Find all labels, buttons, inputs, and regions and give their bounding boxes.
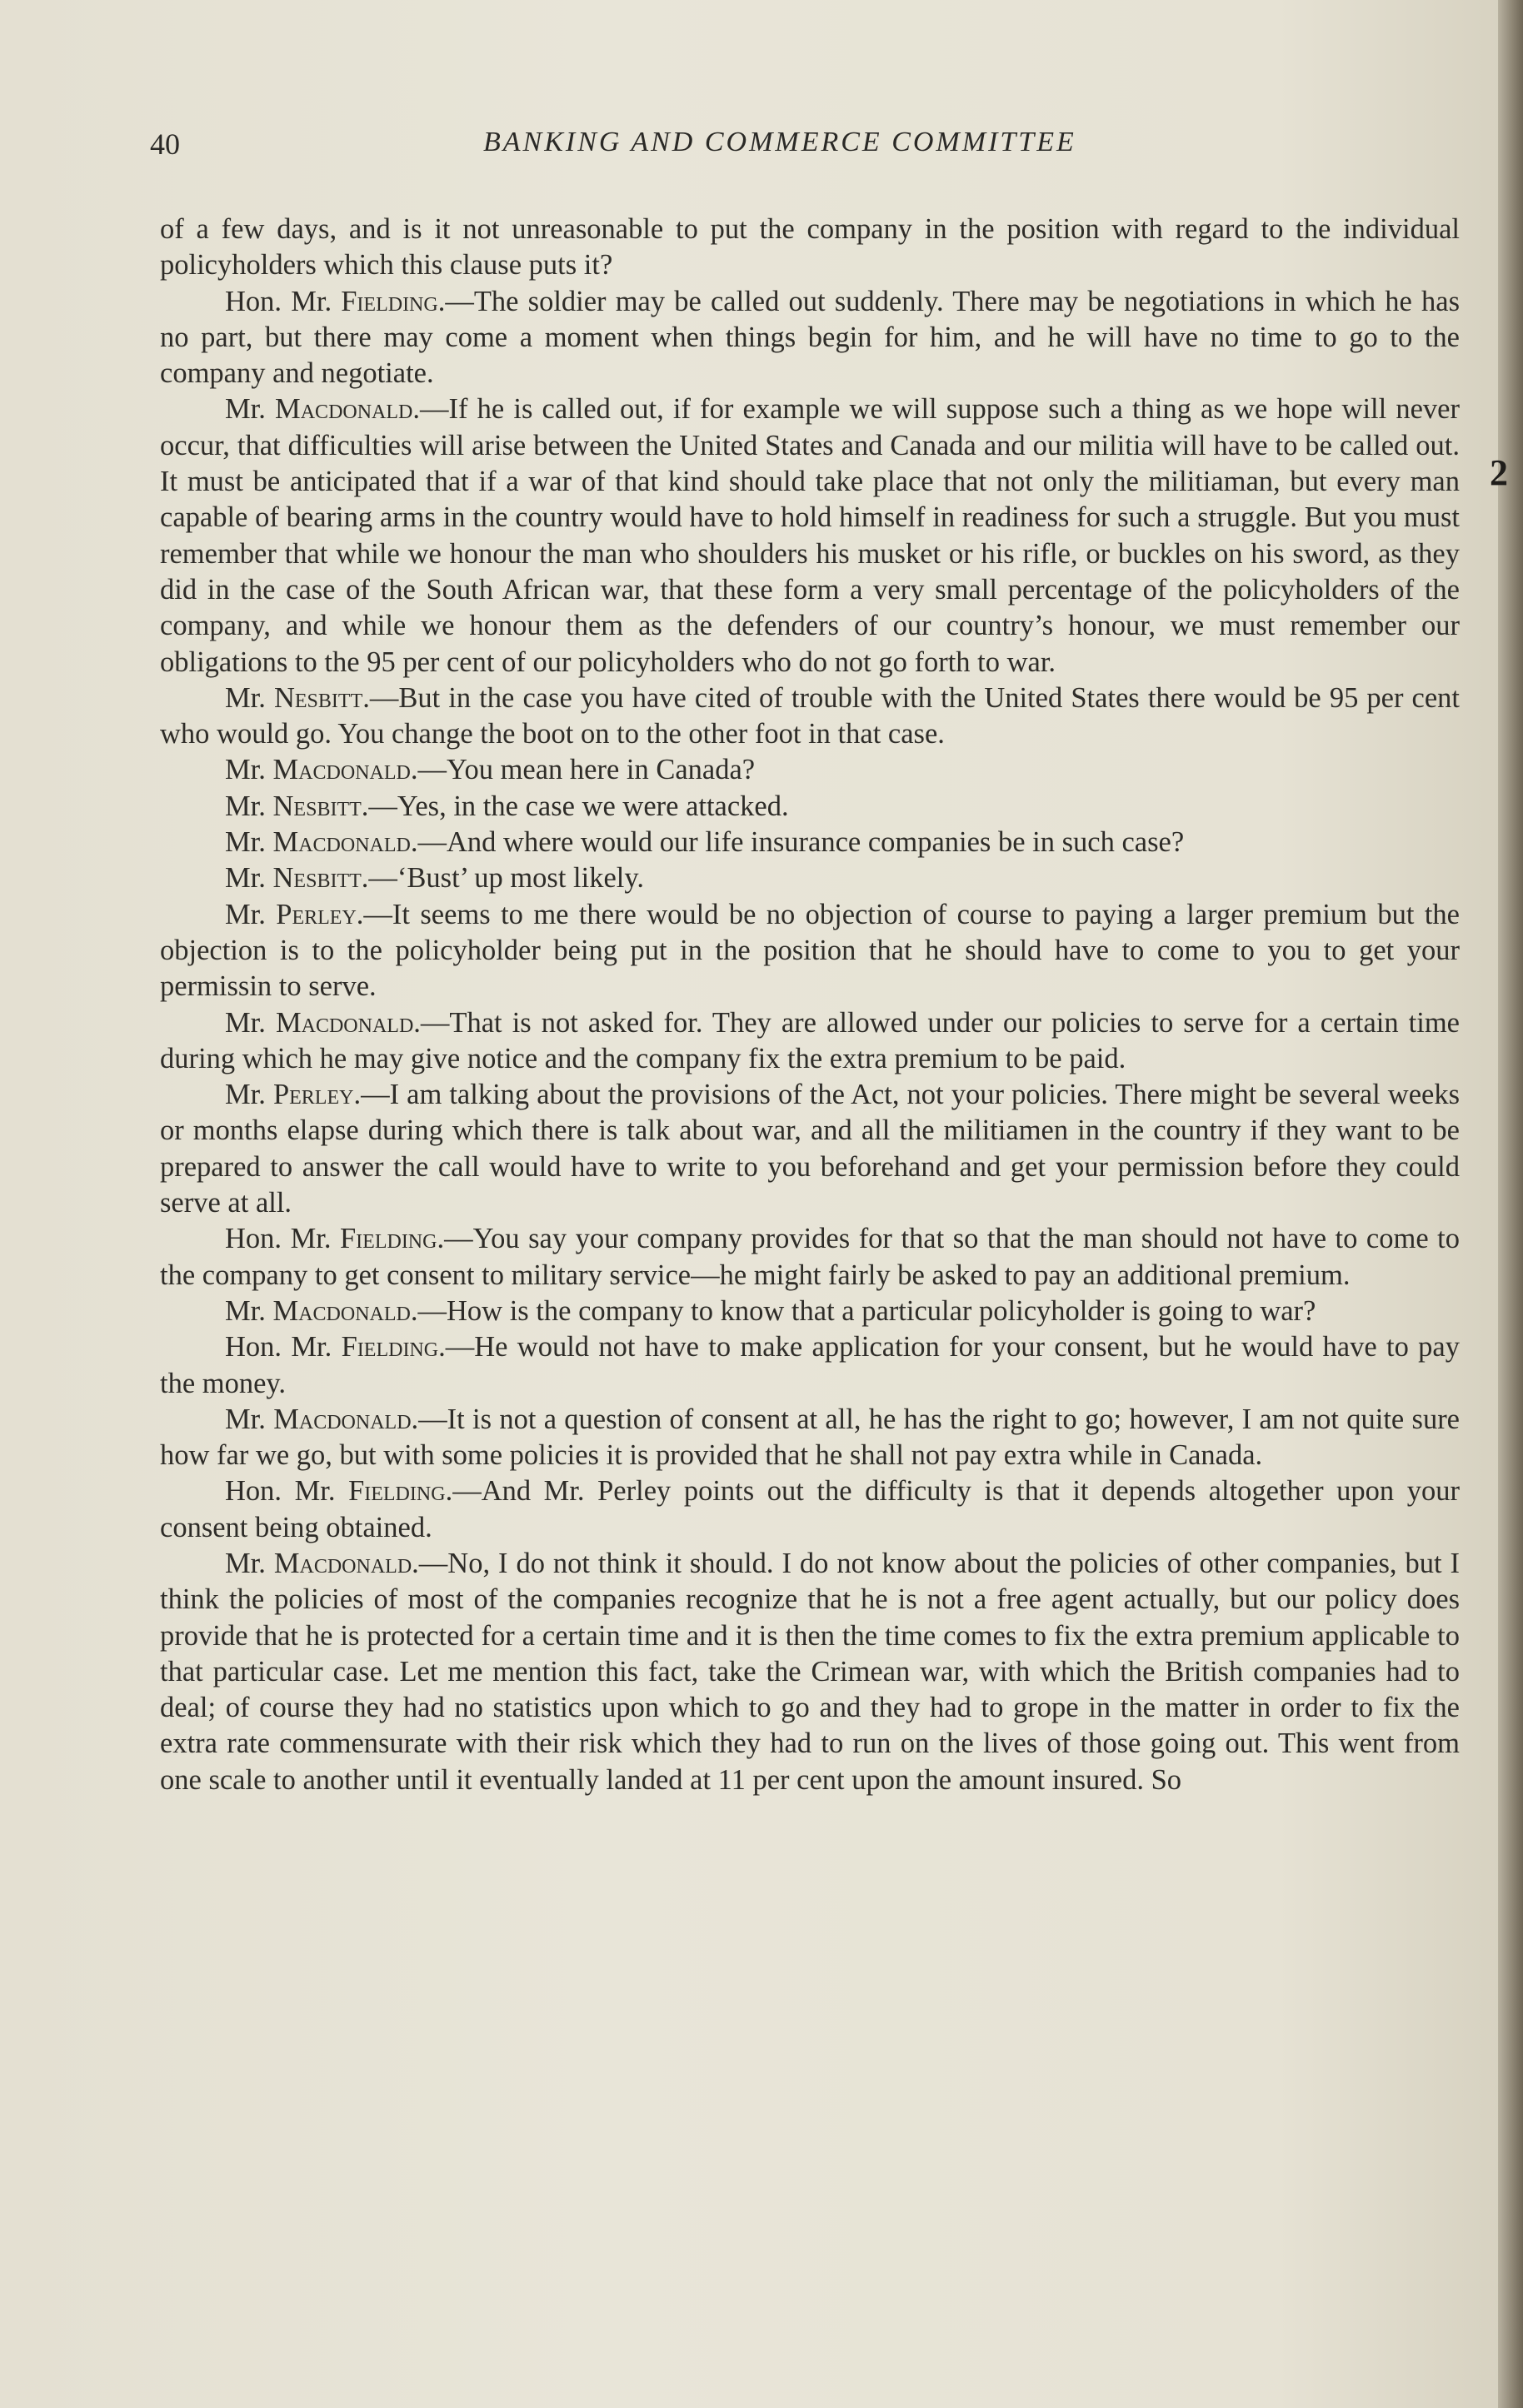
paragraph <box>160 789 1460 825</box>
paragraph <box>160 1221 1460 1294</box>
body-text <box>160 212 1460 1798</box>
paragraph <box>160 1294 1460 1329</box>
paragraph <box>160 284 1460 392</box>
paragraph <box>160 212 1460 284</box>
paragraph-text: .—How is the company to know that a particular policyholder is going to war? <box>410 1294 1316 1327</box>
paragraph <box>160 860 1460 896</box>
speaker-title: Mr. <box>225 862 273 895</box>
speaker-title: Hon. Mr. <box>225 1331 342 1364</box>
paragraph <box>160 1005 1460 1078</box>
speaker-name: Fielding <box>341 285 438 317</box>
paragraph-text: .—I am talking about the provisions of the Act, not your policies. There might be several weeks or months elapse during which there is talk about war, and all the militiamen in the country if they want to be prepared to answer the call would have to write to you beforehand and get your permission before they could serve at all. <box>160 1079 1460 1219</box>
paragraph-text: .—You say your company provides for that so that the man should not have to come to the company to get consent to military service—he might fairly be asked to pay an additional premium. <box>160 1223 1460 1291</box>
speaker-title: Mr. <box>225 754 273 786</box>
speaker-title: Mr. <box>225 1294 273 1327</box>
paragraph <box>160 1473 1460 1546</box>
paragraph <box>160 1546 1460 1798</box>
paragraph-text: .—And where would our life insurance companies be in such case? <box>410 826 1185 859</box>
page-number: 40 <box>150 127 180 161</box>
speaker-title: Hon. Mr. <box>225 285 342 317</box>
page-edge <box>1498 0 1523 2408</box>
speaker-name: Macdonald <box>275 393 413 426</box>
paragraph <box>160 1402 1460 1474</box>
speaker-name: Perley <box>272 1079 354 1111</box>
speaker-name: Macdonald <box>273 1547 412 1579</box>
paragraph-text: .—The soldier may be called out suddenly. There may be negotiations in which he has no part, but there may come a moment when things begin for him, and he will have no time to go to the company and negotiate. <box>160 285 1460 390</box>
paragraph <box>160 391 1460 680</box>
speaker-name: Perley <box>276 898 357 930</box>
speaker-name: Macdonald <box>275 1006 414 1039</box>
speaker-title: Hon. Mr. <box>225 1475 349 1508</box>
paragraph <box>160 897 1460 1005</box>
paragraph-text: .—‘Bust’ up most likely. <box>361 862 645 895</box>
speaker-title: Mr. <box>225 1006 276 1039</box>
paragraph <box>160 825 1460 860</box>
speaker-title: Mr. <box>225 826 273 859</box>
paragraph-text: .—And Mr. Perley points out the difficulty is that it depends altogether upon your consent being obtained. <box>160 1475 1460 1543</box>
speaker-name: Macdonald <box>272 1294 411 1327</box>
paragraph-text: .—You mean here in Canada? <box>410 754 756 786</box>
speaker-name: Fielding <box>348 1475 446 1508</box>
speaker-name: Macdonald <box>272 754 411 786</box>
paragraph-text: of a few days, and is it not unreasonable to put the company in the position with regard to the individual policyholders which this clause puts it? <box>160 213 1460 282</box>
paragraph-text: .—But in the case you have cited of trouble with the United States there would be 95 per cent who would go. You change the boot on to the other foot in that case. <box>160 681 1461 750</box>
speaker-title: Mr. <box>225 393 276 426</box>
paragraph-text: .—He would not have to make application for your consent, but he would have to pay the money. <box>160 1331 1460 1399</box>
paragraph <box>160 1329 1460 1402</box>
paragraph-text: .—No, I do not think it should. I do not know about the policies of other companies, but I think the policies of most of the companies recognize that he is not a free agent actually, but our policy does provide that he is protected for a certain time and it is then the time comes to fix the extra premium applicable to that particular case. Let me mention this fact, take the Crimean war, with which the British companies had to deal; of course they had no statistics upon which to go and they had to grope in the matter in order to fix the extra rate commensurate with their risk which they had to run on the lives of those going out. This went from one scale to another until it eventually landed at 11 per cent upon the amount insured. So <box>160 1547 1460 1796</box>
speaker-name: Nesbitt <box>273 681 363 714</box>
speaker-title: Hon. Mr. <box>225 1223 340 1255</box>
paragraph <box>160 752 1460 788</box>
running-head: BANKING AND COMMERCE COMMITTEE <box>483 127 1076 157</box>
speaker-name: Nesbitt <box>272 790 362 822</box>
speaker-title: Mr. <box>225 1403 274 1435</box>
speaker-name: Macdonald <box>272 826 411 859</box>
speaker-name: Fielding <box>339 1223 437 1255</box>
speaker-title: Mr. <box>225 1547 274 1579</box>
paragraph-text: .—That is not asked for. They are allowed under our policies to serve for a certain time during which he may give notice and the company fix the extra premium to be paid. <box>160 1006 1460 1074</box>
paragraph-text: .—It is not a question of consent at all, he has the right to go; however, I am not quite sure how far we go, but with some policies it is provided that he shall not pay extra while in Canada. <box>160 1403 1460 1472</box>
speaker-title: Mr. <box>225 1079 273 1111</box>
speaker-name: Macdonald <box>273 1403 412 1435</box>
paragraph <box>160 1077 1460 1221</box>
paragraph-text: .—It seems to me there would be no objection of course to paying a larger premium but the objection is to the policyholder being put in the position that he should have to come to you to get your permissin to serve. <box>160 898 1460 1003</box>
speaker-title: Mr. <box>225 681 274 714</box>
speaker-name: Fielding <box>341 1331 439 1364</box>
speaker-title: Mr. <box>225 790 273 822</box>
paragraph <box>160 681 1460 753</box>
paragraph-text: .—If he is called out, if for example we will suppose such a thing as we hope will never occur, that difficulties will arise between the United States and Canada and our militia will have to be called out. It must be anticipated that if a war of that kind should take place that not only the militiaman, but every man capable of bearing arms in the country would have to hold himself in readiness for such a struggle. But you must remember that while we honour the man who shoulders his musket or his rifle, or buckles on his sword, as they did in the case of the South African war, that these form a very small percentage of the policyholders of the company, and while we honour them as the defenders of our country’s honour, we must remember our obligations to the 95 per cent of our policyholders who do not go forth to war. <box>160 393 1460 678</box>
margin-mark: 2 <box>1490 452 1508 493</box>
speaker-name: Nesbitt <box>272 862 362 895</box>
speaker-title: Mr. <box>225 898 277 930</box>
page-header <box>150 127 1462 168</box>
paragraph-text: .—Yes, in the case we were attacked. <box>361 790 789 822</box>
